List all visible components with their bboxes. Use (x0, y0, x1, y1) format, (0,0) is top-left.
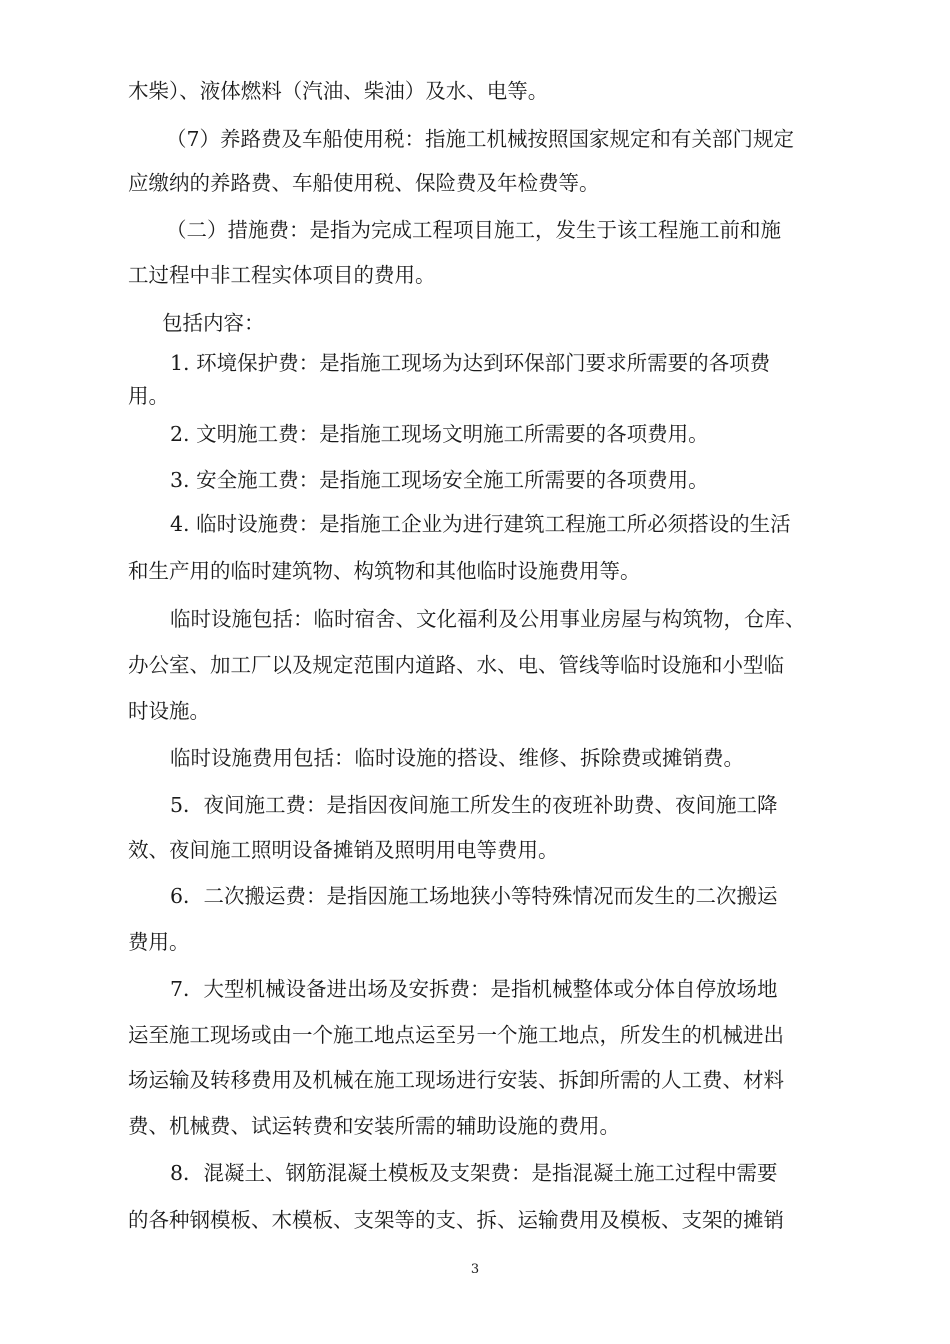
text-line-25: 8．混凝土、钢筋混凝土模板及支架费：是指混凝土施工过程中需要 (170, 1161, 778, 1185)
text-line-10: 3. 安全施工费：是指施工现场安全施工所需要的各项费用。 (170, 468, 709, 492)
text-line-9: 2. 文明施工费：是指施工现场文明施工所需要的各项费用。 (170, 422, 709, 446)
text-line-4: （二）措施费：是指为完成工程项目施工，发生于该工程施工前和施 (166, 218, 781, 242)
text-line-15: 时设施。 (128, 699, 210, 723)
text-line-24: 费、机械费、试运转费和安装所需的辅助设施的费用。 (128, 1114, 620, 1138)
text-line-20: 费用。 (128, 930, 190, 954)
text-line-22: 运至施工现场或由一个施工地点运至另一个施工地点，所发生的机械进出 (128, 1023, 784, 1047)
text-line-26: 的各种钢模板、木模板、支架等的支、拆、运输费用及模板、支架的摊销 (128, 1208, 784, 1232)
text-line-3: 应缴纳的养路费、车船使用税、保险费及年检费等。 (128, 171, 600, 195)
text-line-21: 7．大型机械设备进出场及安拆费：是指机械整体或分体自停放场地 (170, 977, 778, 1001)
text-line-6: 包括内容： (162, 311, 265, 335)
text-line-5: 工过程中非工程实体项目的费用。 (128, 263, 436, 287)
text-line-7: 1. 环境保护费：是指施工现场为达到环保部门要求所需要的各项费 (170, 351, 771, 375)
text-line-14: 办公室、加工厂以及规定范围内道路、水、电、管线等临时设施和小型临 (128, 653, 784, 677)
text-line-12: 和生产用的临时建筑物、构筑物和其他临时设施费用等。 (128, 559, 641, 583)
text-line-13: 临时设施包括：临时宿舍、文化福利及公用事业房屋与构筑物，仓库、 (170, 607, 806, 631)
text-line-11: 4. 临时设施费：是指施工企业为进行建筑工程施工所必须搭设的生活 (170, 512, 791, 536)
text-line-17: 5．夜间施工费：是指因夜间施工所发生的夜班补助费、夜间施工降 (170, 793, 778, 817)
text-line-1: 木柴）、液体燃料（汽油、柴油）及水、电等。 (128, 79, 549, 103)
text-line-16: 临时设施费用包括：临时设施的搭设、维修、拆除费或摊销费。 (170, 746, 744, 770)
text-line-18: 效、夜间施工照明设备摊销及照明用电等费用。 (128, 838, 559, 862)
text-line-8: 用。 (128, 384, 169, 408)
text-line-19: 6．二次搬运费：是指因施工场地狭小等特殊情况而发生的二次搬运 (170, 884, 778, 908)
text-line-2: （7）养路费及车船使用税：指施工机械按照国家规定和有关部门规定 (166, 127, 795, 151)
text-line-23: 场运输及转移费用及机械在施工现场进行安装、拆卸所需的人工费、材料 (128, 1068, 784, 1092)
page-number: 3 (470, 1262, 480, 1277)
